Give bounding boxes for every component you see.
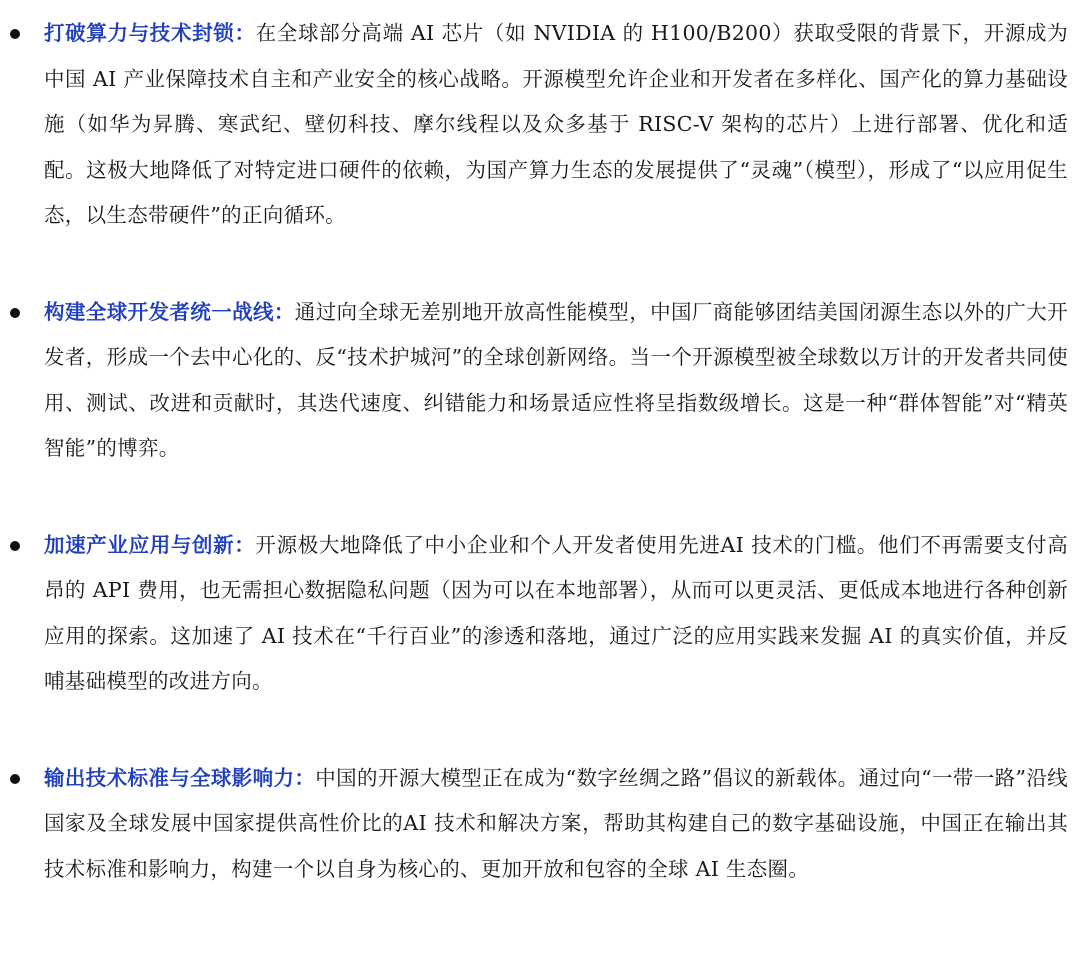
bullet-dot-icon — [10, 541, 20, 551]
bullet-dot-icon — [10, 774, 20, 784]
bullet-dot-icon — [10, 308, 20, 318]
bullet-paragraph-4 — [44, 756, 1068, 893]
bullet-body-4: 中国的开源大模型正在成为“数字丝绸之路”倡议的新载体。通过向“一带一路”沿线国家及全球发展中国家提供高性价比的AI 技术和解决方案，帮助其构建自己的数字基础设施，中国正在输出其技术标准和影响力，构建一个以自身为核心的、更加开放和包容的全球 AI 生态圈。 — [44, 765, 1068, 881]
bullet-paragraph-3 — [44, 523, 1068, 705]
bullet-body-2: 通过向全球无差别地开放高性能模型，中国厂商能够团结美国闭源生态以外的广大开发者，形成一个去中心化的、反“技术护城河”的全球创新网络。当一个开源模型被全球数以万计的开发者共同使用、测试、改进和贡献时，其迭代速度、纠错能力和场景适应性将呈指数级增长。这是一种“群体智能”对“精英智能”的博弈。 — [44, 299, 1068, 460]
bullet-body-3: 开源极大地降低了中小企业和个人开发者使用先进AI 技术的门槛。他们不再需要支付高昂的 API 费用，也无需担心数据隐私问题（因为可以在本地部署），从而可以更灵活、更低成本地进行各种创新应用的探索。这加速了 AI 技术在“千行百业”的渗透和落地，通过广泛的应用实践来发掘 AI 的真实价值，并反哺基础模型的改进方向。 — [44, 532, 1068, 693]
bullet-body-1: 在全球部分高端 AI 芯片（如 NVIDIA 的 H100/B200）获取受限的背景下，开源成为中国 AI 产业保障技术自主和产业安全的核心战略。开源模型允许企业和开发者在多样化、国产化的算力基础设施（如华为昇腾、寒武纪、壁仞科技、摩尔线程以及众多基于 RISC-V 架构的芯片）上进行部署、优化和适配。这极大地降低了对特定进口硬件的依赖，为国产算力生态的发展提供了“灵魂”（模型），形成了“以应用促生态，以生态带硬件”的正向循环。 — [44, 21, 1069, 227]
bullet-lead-2: 构建全球开发者统一战线： — [44, 299, 295, 324]
bullet-lead-3: 加速产业应用与创新： — [44, 532, 256, 557]
bullet-item-2 — [0, 290, 1068, 472]
bullet-dot-icon — [10, 29, 20, 39]
bullet-item-4 — [0, 756, 1068, 893]
bullet-paragraph-1 — [44, 11, 1068, 239]
bullet-lead-4: 输出技术标准与全球影响力： — [44, 765, 316, 790]
bullet-lead-1: 打破算力与技术封锁： — [44, 21, 256, 45]
bullet-item-3 — [0, 523, 1068, 705]
bullet-paragraph-2 — [44, 290, 1068, 472]
bullet-item-1 — [0, 11, 1068, 239]
